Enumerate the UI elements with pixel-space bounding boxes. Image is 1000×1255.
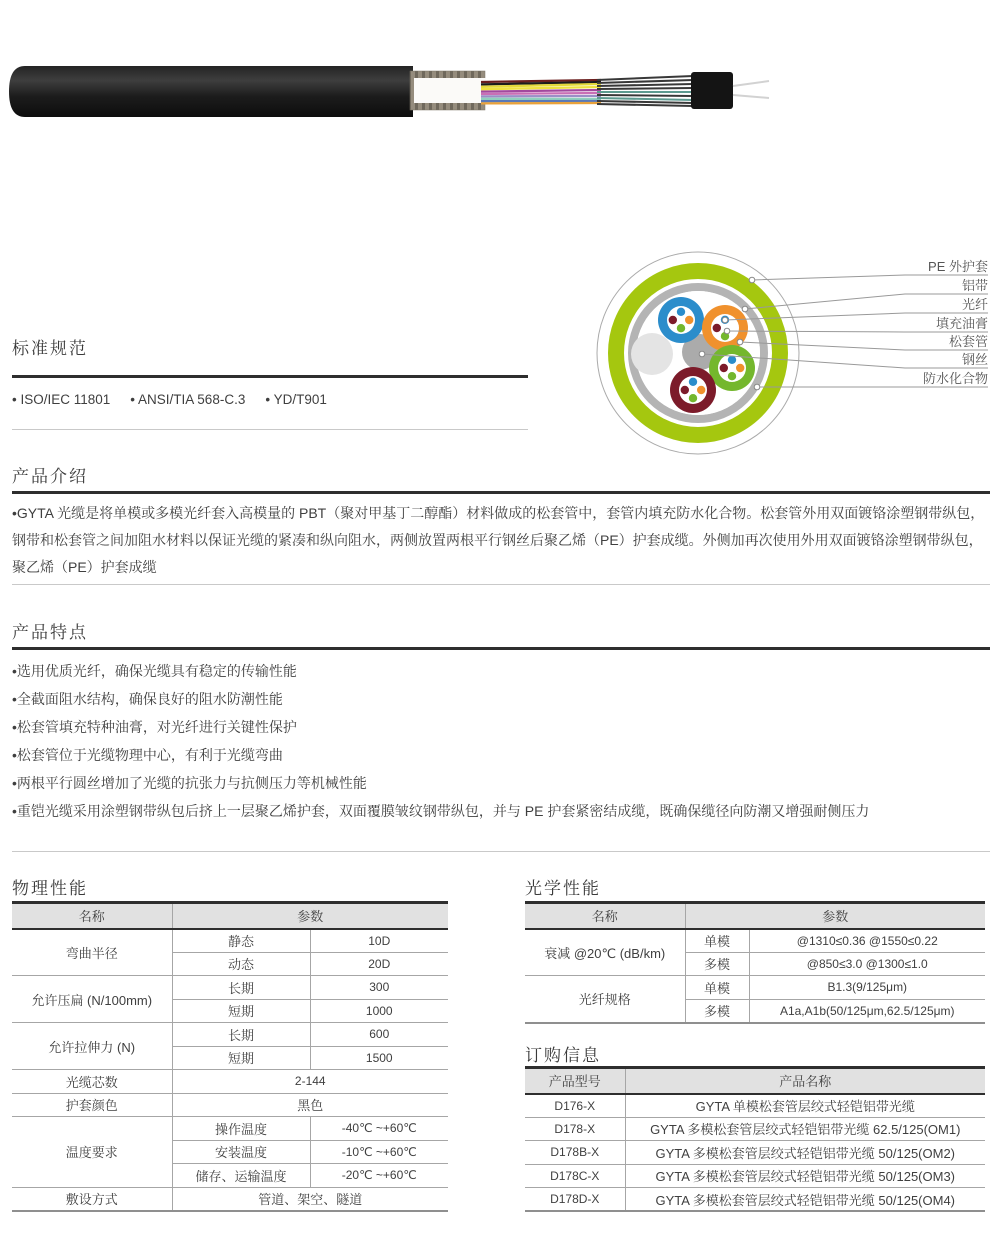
- row-sub: 长期: [172, 976, 310, 1000]
- cable-end-wires: [733, 81, 769, 98]
- row-value: -20℃ ~+60℃: [310, 1164, 448, 1188]
- row-name: 光缆芯数: [12, 1070, 172, 1094]
- physical-title: 物理性能: [12, 879, 88, 898]
- product-model: D178-X: [525, 1117, 625, 1141]
- row-name: 衰减 @20℃ (dB/km): [525, 929, 685, 976]
- product-model: D178C-X: [525, 1164, 625, 1188]
- row-name: 弯曲半径: [12, 929, 172, 976]
- row-value: 600: [310, 1023, 448, 1047]
- feature-item: • 松套管位于光缆物理中心，有利于光缆弯曲: [12, 742, 990, 768]
- cable-outer-sheath: [9, 66, 413, 117]
- row-sub: 静态: [172, 929, 310, 953]
- col-header-name: 名称: [12, 903, 172, 929]
- loose-tube-green: [709, 345, 755, 391]
- product-name: GYTA 多模松套管层绞式轻铠铝带光缆 50/125(OM3): [625, 1164, 985, 1188]
- loose-tube-blue: [658, 297, 704, 343]
- label-filling-gel: 填充油膏: [935, 316, 988, 331]
- table-header-row: [525, 903, 985, 929]
- row-sub: 多模: [685, 999, 749, 1023]
- standard-item: • ANSI/TIA 568-C.3: [130, 392, 245, 407]
- table-row: [12, 1093, 448, 1117]
- table-row: [525, 1117, 985, 1141]
- row-sub: 储存、运输温度: [172, 1164, 310, 1188]
- ordering-title: 订购信息: [525, 1046, 601, 1065]
- table-row: [12, 1187, 448, 1211]
- row-value: -40℃ ~+60℃: [310, 1117, 448, 1141]
- row-value: 20D: [310, 952, 448, 976]
- standards-list: [12, 392, 327, 407]
- cable-loose-tube-bundle: [597, 76, 693, 106]
- physical-table: [12, 901, 448, 1212]
- cable-tip: [691, 72, 733, 109]
- product-model: D176-X: [525, 1094, 625, 1118]
- intro-paragraph: • GYTA 光缆是将单模或多模光纤套入高模量的 PBT（聚对甲基丁二醇酯）材料做成的松套管中，套管内填充防水化合物。松套管外用双面镀铬涂塑钢带纵包，钢带和松套管之间加阻水材料以保证光缆的紧凑和纵向阻水，两侧放置两根平行钢丝后聚乙烯（PE）护套成缆。外侧加再次使用外用双面镀铬涂塑钢带纵包，聚乙烯（PE）护套成缆: [12, 500, 990, 581]
- table-row: [525, 1164, 985, 1188]
- row-value: A1a,A1b(50/125μm,62.5/125μm): [749, 999, 985, 1023]
- standards-divider: [12, 429, 528, 430]
- row-sub: 安装温度: [172, 1140, 310, 1164]
- label-pe-sheath: PE 外护套: [928, 259, 988, 274]
- intro-divider: [12, 584, 990, 585]
- product-name: GYTA 多模松套管层绞式轻铠铝带光缆 50/125(OM4): [625, 1188, 985, 1212]
- row-value: 管道、架空、隧道: [172, 1187, 448, 1211]
- table-row: [525, 976, 985, 1000]
- col-header-param: 参数: [172, 903, 448, 929]
- table-row: [525, 1188, 985, 1212]
- label-loose-tube: 松套管: [948, 334, 988, 349]
- row-sub: 单模: [685, 976, 749, 1000]
- row-name: 允许压扁 (N/100mm): [12, 976, 172, 1023]
- product-name: GYTA 单模松套管层绞式轻铠铝带光缆: [625, 1094, 985, 1118]
- row-value: B1.3(9/125μm): [749, 976, 985, 1000]
- filler-rod-light: [631, 333, 673, 375]
- row-name: 光纤规格: [525, 976, 685, 1023]
- cable-fiber-strands: [481, 80, 601, 103]
- table-row: [12, 929, 448, 953]
- intro-title: 产品介绍: [12, 467, 88, 486]
- row-name: 护套颜色: [12, 1093, 172, 1117]
- features-divider: [12, 851, 990, 852]
- product-name: GYTA 多模松套管层绞式轻铠铝带光缆 50/125(OM2): [625, 1141, 985, 1165]
- table-row: [525, 1141, 985, 1165]
- row-value: 1500: [310, 1046, 448, 1070]
- feature-item: • 松套管填充特种油膏，对光纤进行关键性保护: [12, 714, 990, 740]
- cable-cross-section-diagram: [580, 240, 1000, 470]
- standard-item: • YD/T901: [265, 392, 327, 407]
- features-list: [12, 658, 990, 826]
- label-waterproof-compound: 防水化合物: [922, 371, 988, 386]
- row-name: 允许拉伸力 (N): [12, 1023, 172, 1070]
- standard-item: • ISO/IEC 11801: [12, 392, 110, 407]
- feature-item: • 选用优质光纤，确保光缆具有稳定的传输性能: [12, 658, 990, 684]
- cable-inner-wrap: [414, 78, 486, 103]
- cable-photo: [5, 58, 795, 133]
- loose-tube-maroon: [670, 367, 716, 413]
- row-sub: 单模: [685, 929, 749, 953]
- product-model: D178B-X: [525, 1141, 625, 1165]
- row-name: 敷设方式: [12, 1187, 172, 1211]
- feature-item: • 全截面阻水结构，确保良好的阻水防潮性能: [12, 686, 990, 712]
- row-value: @1310≤0.36 @1550≤0.22: [749, 929, 985, 953]
- features-title: 产品特点: [12, 623, 88, 642]
- table-row: [12, 1023, 448, 1047]
- row-sub: 短期: [172, 1046, 310, 1070]
- features-rule: [12, 647, 990, 650]
- feature-item: • 重铠光缆采用涂塑钢带纵包后挤上一层聚乙烯护套，双面覆膜皱纹钢带纵包，并与 PE 护套紧密结成缆，既确保缆径向防潮又增强耐侧压力: [12, 798, 990, 824]
- table-row: [525, 1094, 985, 1118]
- row-value: 黑色: [172, 1093, 448, 1117]
- col-header-name: 名称: [525, 903, 685, 929]
- standards-rule: [12, 375, 528, 378]
- product-name: GYTA 多模松套管层绞式轻铠铝带光缆 62.5/125(OM1): [625, 1117, 985, 1141]
- table-row: [12, 976, 448, 1000]
- table-row: [12, 1070, 448, 1094]
- row-name: 温度要求: [12, 1117, 172, 1188]
- table-row: [525, 929, 985, 953]
- row-value: -10℃ ~+60℃: [310, 1140, 448, 1164]
- optical-title: 光学性能: [525, 879, 601, 898]
- table-row: [12, 1117, 448, 1141]
- label-aluminium-tape: 铝带: [961, 278, 988, 293]
- intro-rule: [12, 491, 990, 494]
- feature-item: • 两根平行圆丝增加了光缆的抗张力与抗侧压力等机械性能: [12, 770, 990, 796]
- row-sub: 多模: [685, 952, 749, 976]
- product-model: D178D-X: [525, 1188, 625, 1212]
- row-sub: 操作温度: [172, 1117, 310, 1141]
- row-value: 10D: [310, 929, 448, 953]
- row-value: @850≤3.0 @1300≤1.0: [749, 952, 985, 976]
- col-header-model: 产品型号: [525, 1068, 625, 1094]
- row-sub: 动态: [172, 952, 310, 976]
- row-value: 1000: [310, 999, 448, 1023]
- row-value: 2-144: [172, 1070, 448, 1094]
- row-sub: 短期: [172, 999, 310, 1023]
- standards-title: 标准规范: [12, 339, 88, 358]
- row-sub: 长期: [172, 1023, 310, 1047]
- table-header-row: [525, 1068, 985, 1094]
- label-steel-wire: 钢丝: [961, 352, 988, 367]
- col-header-product-name: 产品名称: [625, 1068, 985, 1094]
- col-header-param: 参数: [685, 903, 985, 929]
- table-header-row: [12, 903, 448, 929]
- label-optical-fiber: 光纤: [961, 297, 988, 312]
- row-value: 300: [310, 976, 448, 1000]
- optical-table: [525, 901, 985, 1024]
- ordering-table: [525, 1066, 985, 1212]
